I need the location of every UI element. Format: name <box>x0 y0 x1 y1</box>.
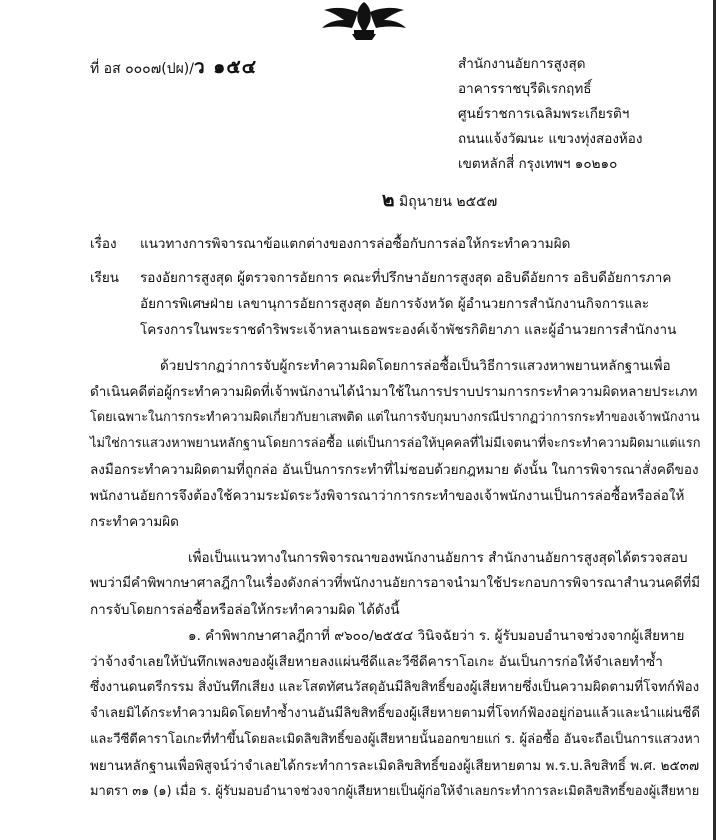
body-line: การจับโดยการล่อซื้อหรือล่อให้กระทำความผิด ได้ดังนี้ <box>90 602 400 618</box>
body-line: ว่าจ้างจำเลยให้บันทึกเพลงของผู้เสียหายลงแผ่นซีดีและวีซีดีคาราโอเกะ อันเป็นการก่อให้จำเลยทำซ้ำ <box>90 654 663 670</box>
address-line: ถนนแจ้งวัฒนะ แขวงทุ่งสองห้อง <box>458 131 643 147</box>
recipient-line: รองอัยการสูงสุด ผู้ตรวจการอัยการ คณะที่ปรึกษาอัยการสูงสุด อธิบดีอัยการ อธิบดีอัยการภาค <box>140 270 672 286</box>
document-date <box>382 185 497 215</box>
body-line: พบว่ามีคำพิพากษาศาลฎีกาในเรื่องดังกล่าวที่พนักงานอัยการอาจนำมาใช้ประกอบการพิจารณาสำนวนคดีที่มี <box>90 576 701 591</box>
recipient-line: อัยการพิเศษฝ่าย เลขานุการอัยการสูงสุด อัยการจังหวัด ผู้อำนวยการสำนักงานกิจการและ <box>140 296 650 312</box>
body-line: ลงมือกระทำความผิดตามที่ถูกล่อ อันเป็นการกระทำที่ไม่ชอบด้วยกฎหมาย ดังนั้น ในการพิจารณาสั่งคดีของ <box>90 462 699 478</box>
sender-address <box>458 52 643 177</box>
body-line: มาตรา ๓๑ (๑) เมื่อ ร. ผู้รับมอบอำนาจช่วงจากผู้เสียหายเป็นผู้ก่อให้จำเลยกระทำการละเมิดลิขสิทธิ์ของผู้เสียหาย <box>90 784 700 799</box>
body-line: พยานหลักฐานเพื่อพิสูจน์ว่าจำเลยได้กระทำการละเมิดลิขสิทธิ์ของผู้เสียหายตาม พ.ร.บ.ลิขสิทธิ์ พ.ศ. ๒๕๓๗ <box>90 758 700 774</box>
body-line: ดำเนินคดีต่อผู้กระทำความผิดที่เจ้าพนักงานได้นำมาใช้ในการปราบปรามการกระทำความผิดหลายประเภท <box>90 384 698 400</box>
subject-row <box>90 232 570 254</box>
body-line: ด้วยปรากฏว่าการจับผู้กระทำความผิดโดยการล่อซื้อเป็นวิธีการแสวงหาพยานหลักฐานเพื่อ <box>160 358 671 374</box>
body-line: พนักงานอัยการจึงต้องใช้ความระมัดระวังพิจารณาว่าการกระทำของเจ้าพนักงานเป็นการล่อซื้อหรือล่อให้ <box>90 488 685 504</box>
body-line: ซึ่งงานดนตรีกรรม สิ่งบันทึกเสียง และโสตทัศนวัสดุอันมีลิขสิทธิ์ของผู้เสียหายซึ่งเป็นความผิดตามที่โจทก์ฟ้อง <box>90 680 700 695</box>
garuda-emblem <box>318 0 410 40</box>
recipient-label: เรียน <box>90 270 120 286</box>
body-line: จำเลยมิได้กระทำความผิดโดยทำซ้ำงานอันมีลิขสิทธิ์ของผู้เสียหายตามที่โจทก์ฟ้องอยู่ก่อนแล้วและนำแผ่นซีดี <box>90 706 700 721</box>
subject-label: เรื่อง <box>90 236 117 252</box>
address-line: สำนักงานอัยการสูงสุด <box>458 56 586 72</box>
body-line: โดยเฉพาะในการกระทำความผิดเกี่ยวกับยาเสพติด แต่ในการจับกุมบางกรณีปรากฏว่าการกระทำของเจ้าพนักงาน <box>90 410 700 425</box>
body-line: และวีซีดีคาราโอเกะที่ทำขึ้นโดยละเมิดลิขสิทธิ์ของผู้เสียหายนั้นออกขายแก่ ร. ผู้ล่อซื้อ อันจะถือเป็นการแสวงหา <box>90 732 700 747</box>
address-line: อาคารราชบุรีดิเรกฤทธิ์ <box>458 81 592 97</box>
address-line: ศูนย์ราชการเฉลิมพระเกียรติฯ <box>458 106 630 122</box>
recipient-row <box>90 266 140 288</box>
recipient-line: โครงการในพระราชดำริพระเจ้าหลานเธอพระองค์เจ้าพัชรกิติยาภา และผู้อำนวยการสำนักงาน <box>140 322 677 338</box>
document-number-handwritten: ว ๑๕๔ <box>193 56 258 78</box>
body-line: ๑. คำพิพากษาศาลฎีกาที่ ๙๖๐๐/๒๕๕๔ วินิจฉัยว่า ร. ผู้รับมอบอำนาจช่วงจากผู้เสียหาย <box>188 628 685 644</box>
date-text: มิถุนายน ๒๕๕๗ <box>398 194 498 210</box>
address-line: เขตหลักสี่ กรุงเทพฯ ๑๐๒๑๐ <box>458 156 618 172</box>
document-number <box>90 52 257 82</box>
subject-text: แนวทางการพิจารณาข้อแตกต่างของการล่อซื้อกับการล่อให้กระทำความผิด <box>140 236 571 252</box>
body-line: กระทำความผิด <box>90 514 179 530</box>
body-line: ไม่ใช่การแสวงหาพยานหลักฐานโดยการล่อซื้อ แต่เป็นการล่อให้บุคคลที่ไม่มีเจตนาที่จะกระทำความผิดมาแต่แรก <box>90 436 701 451</box>
document-number-prefix: ที่ อส ๐๐๐๗(ปผ)/ <box>90 61 194 77</box>
body-line: เพื่อเป็นแนวทางในการพิจารณาของพนักงานอัยการ สำนักงานอัยการสูงสุดได้ตรวจสอบ <box>188 550 688 566</box>
date-day-handwritten: ๒ <box>382 189 395 211</box>
